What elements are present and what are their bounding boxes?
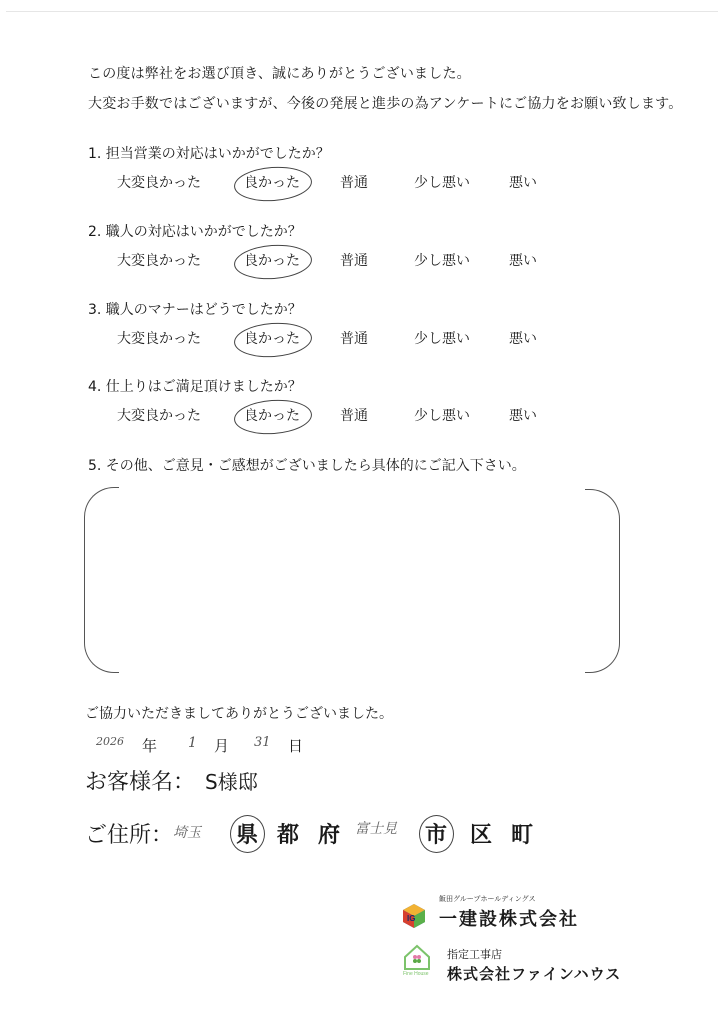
company-name-primary: 一建設株式会社 bbox=[439, 909, 579, 930]
address-city-handwritten[interactable]: 富士見 bbox=[355, 821, 397, 837]
question-2-label: 2. 職人の対応はいかがでしたか？ bbox=[88, 224, 302, 240]
question-1-label: 1. 担当営業の対応はいかがでしたか？ bbox=[88, 146, 330, 162]
q4-option-average[interactable]: 普通 bbox=[340, 408, 368, 424]
q4-option-very-good[interactable]: 大変良かった bbox=[117, 408, 201, 424]
date-month-value[interactable]: 1 bbox=[188, 735, 197, 751]
comment-area[interactable] bbox=[120, 495, 580, 665]
date-year-unit: 年 bbox=[142, 737, 158, 755]
q2-option-good-selected[interactable]: 良かった bbox=[240, 250, 304, 272]
q1-option-average[interactable]: 普通 bbox=[340, 175, 368, 191]
date-day-value[interactable]: 31 bbox=[254, 735, 271, 750]
city-option-shi-selected[interactable]: 市 bbox=[425, 818, 447, 849]
svg-text:Fine House: Fine House bbox=[403, 971, 429, 977]
question-4-label: 4. 仕上りはご満足頂けましたか？ bbox=[88, 379, 302, 395]
scan-edge-line bbox=[6, 11, 718, 12]
q2-option-very-good[interactable]: 大変良かった bbox=[117, 253, 201, 269]
company-name-contractor: 株式会社ファインハウス bbox=[447, 965, 622, 983]
date-day-unit: 日 bbox=[288, 737, 304, 755]
q4-option-bad[interactable]: 悪い bbox=[509, 408, 537, 424]
comment-box-right-bracket bbox=[585, 489, 620, 673]
thanks-text: ご協力いただきましてありがとうございました。 bbox=[85, 706, 393, 722]
question-4-options bbox=[0, 405, 724, 429]
q4-option-somewhat-bad[interactable]: 少し悪い bbox=[414, 408, 470, 424]
date-year-value[interactable]: 2026 bbox=[96, 735, 124, 748]
q3-option-somewhat-bad[interactable]: 少し悪い bbox=[414, 331, 470, 347]
q3-option-good-selected[interactable]: 良かった bbox=[240, 328, 304, 350]
q2-option-somewhat-bad[interactable]: 少し悪い bbox=[414, 253, 470, 269]
q4-option-good-selected[interactable]: 良かった bbox=[240, 405, 304, 427]
intro-line-1: この度は弊社をお選び頂き、誠にありがとうございました。 bbox=[88, 66, 471, 82]
address-row bbox=[85, 818, 685, 858]
customer-name-row bbox=[85, 765, 258, 796]
address-label: ご住所： bbox=[85, 823, 174, 848]
customer-name-label: お客様名： bbox=[85, 770, 196, 795]
intro-line-2: 大変お手数ではございますが、今後の発展と進歩の為アンケートにご協力をお願い致します。 bbox=[88, 96, 683, 112]
comment-box-left-bracket bbox=[84, 487, 119, 673]
question-3-label: 3. 職人のマナーはどうでしたか？ bbox=[88, 302, 302, 318]
q3-option-bad[interactable]: 悪い bbox=[509, 331, 537, 347]
company-logos bbox=[400, 893, 640, 993]
q3-option-average[interactable]: 普通 bbox=[340, 331, 368, 347]
q3-option-very-good[interactable]: 大変良かった bbox=[117, 331, 201, 347]
city-option-cho[interactable]: 町 bbox=[511, 823, 534, 848]
q1-option-bad[interactable]: 悪い bbox=[509, 175, 537, 191]
q1-option-very-good[interactable]: 大変良かった bbox=[117, 175, 201, 191]
svg-text:IG: IG bbox=[407, 914, 416, 923]
prefecture-option-to[interactable]: 都 bbox=[277, 823, 300, 848]
city-option-ku[interactable]: 区 bbox=[470, 823, 493, 848]
question-3-options bbox=[0, 328, 724, 352]
question-2-options bbox=[0, 250, 724, 274]
q1-option-somewhat-bad[interactable]: 少し悪い bbox=[414, 175, 470, 191]
ig-group-logo-icon bbox=[403, 904, 425, 928]
fine-house-logo-icon bbox=[402, 943, 432, 977]
question-5-label: 5. その他、ご意見・ご感想がございましたら具体的にご記入下さい。 bbox=[88, 458, 526, 474]
q2-option-average[interactable]: 普通 bbox=[340, 253, 368, 269]
group-holdings-label: 飯田グループホールディングス bbox=[439, 895, 536, 903]
date-row bbox=[0, 733, 724, 759]
designated-contractor-label: 指定工事店 bbox=[447, 948, 502, 961]
prefecture-option-ken-selected[interactable]: 県 bbox=[236, 818, 258, 849]
q1-option-good-selected[interactable]: 良かった bbox=[240, 172, 304, 194]
prefecture-option-fu[interactable]: 府 bbox=[318, 823, 341, 848]
address-prefecture-handwritten[interactable]: 埼玉 bbox=[173, 825, 201, 841]
q2-option-bad[interactable]: 悪い bbox=[509, 253, 537, 269]
date-month-unit: 月 bbox=[214, 737, 230, 755]
question-1-options bbox=[0, 172, 724, 196]
customer-name-value[interactable]: S様邸 bbox=[205, 770, 258, 794]
